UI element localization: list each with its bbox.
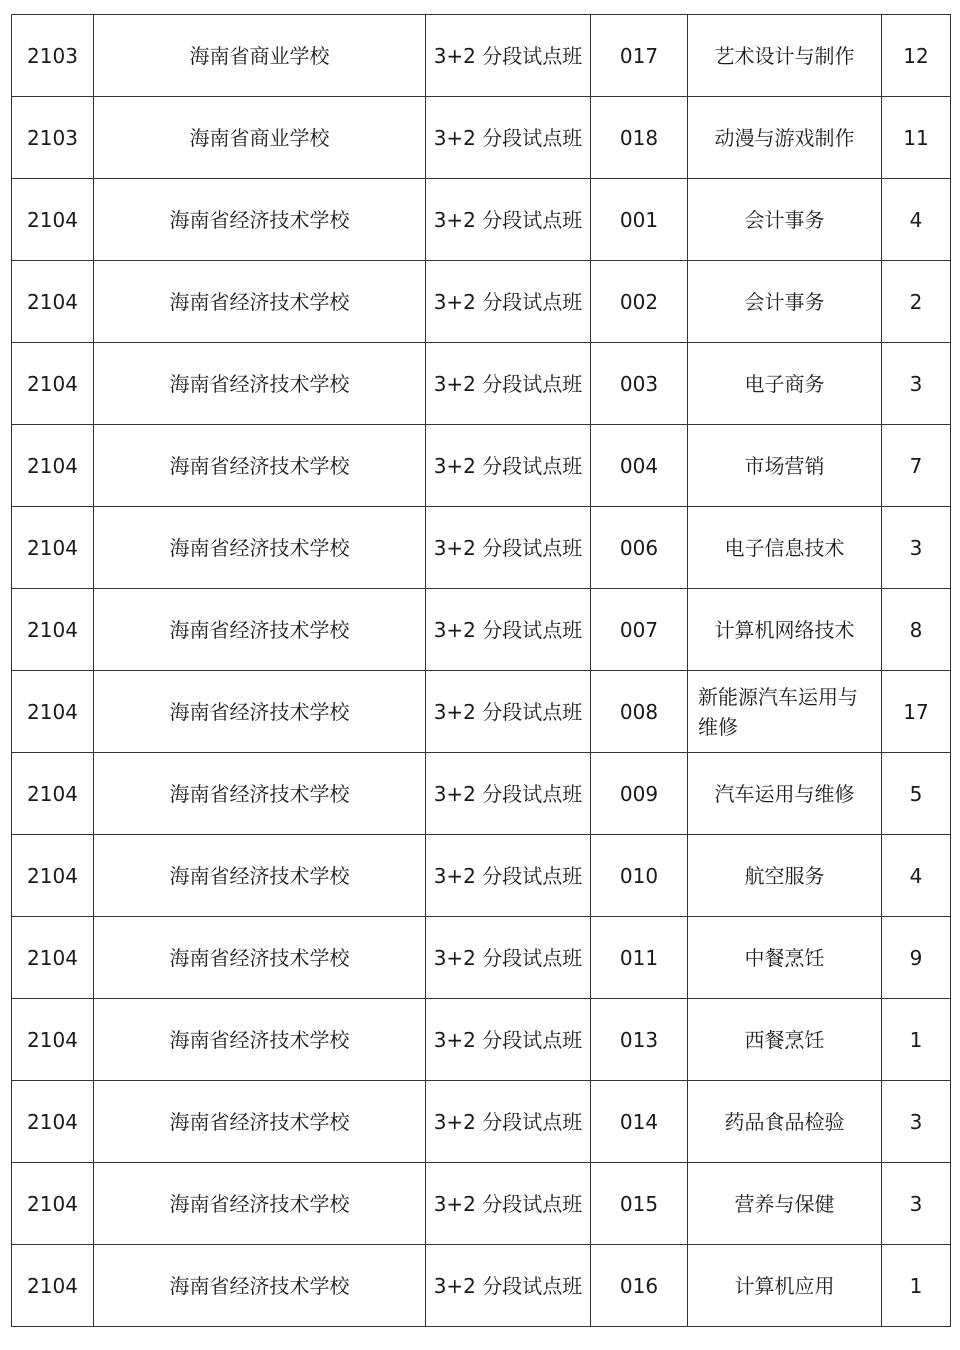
major-code-cell: 009 <box>591 753 688 835</box>
program-type-cell: 3+2 分段试点班 <box>426 589 591 671</box>
quota-cell: 11 <box>882 97 951 179</box>
major-code-cell: 008 <box>591 671 688 753</box>
program-type-cell: 3+2 分段试点班 <box>426 179 591 261</box>
table-row <box>12 261 951 343</box>
table-row <box>12 15 951 97</box>
quota-cell: 9 <box>882 917 951 999</box>
major-code-cell: 007 <box>591 589 688 671</box>
major-name-cell: 新能源汽车运用与维修 <box>688 671 882 753</box>
quota-cell: 12 <box>882 15 951 97</box>
quota-cell: 3 <box>882 507 951 589</box>
major-name-cell: 电子商务 <box>688 343 882 425</box>
quota-cell: 1 <box>882 1245 951 1327</box>
school-name-cell: 海南省经济技术学校 <box>94 753 426 835</box>
school-name-cell: 海南省经济技术学校 <box>94 671 426 753</box>
school-code-cell: 2104 <box>12 671 94 753</box>
quota-cell: 7 <box>882 425 951 507</box>
table-row <box>12 917 951 999</box>
quota-cell: 5 <box>882 753 951 835</box>
school-code-cell: 2104 <box>12 1245 94 1327</box>
major-code-cell: 002 <box>591 261 688 343</box>
major-code-cell: 006 <box>591 507 688 589</box>
program-type-cell: 3+2 分段试点班 <box>426 917 591 999</box>
major-name-cell: 西餐烹饪 <box>688 999 882 1081</box>
major-code-cell: 001 <box>591 179 688 261</box>
program-type-cell: 3+2 分段试点班 <box>426 1245 591 1327</box>
program-type-cell: 3+2 分段试点班 <box>426 1081 591 1163</box>
major-code-cell: 013 <box>591 999 688 1081</box>
school-code-cell: 2103 <box>12 15 94 97</box>
document-page <box>11 14 950 1327</box>
major-code-cell: 017 <box>591 15 688 97</box>
major-name-cell: 营养与保健 <box>688 1163 882 1245</box>
school-code-cell: 2104 <box>12 261 94 343</box>
quota-cell: 3 <box>882 1163 951 1245</box>
school-name-cell: 海南省经济技术学校 <box>94 917 426 999</box>
table-body <box>12 15 951 1327</box>
quota-cell: 8 <box>882 589 951 671</box>
major-name-cell: 中餐烹饪 <box>688 917 882 999</box>
major-code-cell: 011 <box>591 917 688 999</box>
program-type-cell: 3+2 分段试点班 <box>426 1163 591 1245</box>
school-code-cell: 2104 <box>12 179 94 261</box>
major-name-cell: 药品食品检验 <box>688 1081 882 1163</box>
major-name-cell: 动漫与游戏制作 <box>688 97 882 179</box>
school-name-cell: 海南省经济技术学校 <box>94 1163 426 1245</box>
program-type-cell: 3+2 分段试点班 <box>426 343 591 425</box>
quota-cell: 4 <box>882 179 951 261</box>
school-code-cell: 2104 <box>12 999 94 1081</box>
school-name-cell: 海南省经济技术学校 <box>94 1245 426 1327</box>
table-row <box>12 343 951 425</box>
major-name-cell: 计算机应用 <box>688 1245 882 1327</box>
major-code-cell: 004 <box>591 425 688 507</box>
program-type-cell: 3+2 分段试点班 <box>426 261 591 343</box>
program-type-cell: 3+2 分段试点班 <box>426 999 591 1081</box>
school-name-cell: 海南省经济技术学校 <box>94 343 426 425</box>
school-name-cell: 海南省经济技术学校 <box>94 179 426 261</box>
school-code-cell: 2104 <box>12 1081 94 1163</box>
quota-cell: 17 <box>882 671 951 753</box>
school-name-cell: 海南省经济技术学校 <box>94 425 426 507</box>
school-code-cell: 2103 <box>12 97 94 179</box>
program-type-cell: 3+2 分段试点班 <box>426 753 591 835</box>
program-type-cell: 3+2 分段试点班 <box>426 15 591 97</box>
table-row <box>12 1163 951 1245</box>
school-name-cell: 海南省经济技术学校 <box>94 507 426 589</box>
major-name-cell: 会计事务 <box>688 179 882 261</box>
school-name-cell: 海南省经济技术学校 <box>94 1081 426 1163</box>
major-code-cell: 010 <box>591 835 688 917</box>
table-row <box>12 671 951 753</box>
admissions-quota-table <box>11 14 951 1327</box>
school-name-cell: 海南省经济技术学校 <box>94 589 426 671</box>
table-row <box>12 753 951 835</box>
major-code-cell: 018 <box>591 97 688 179</box>
major-name-cell: 艺术设计与制作 <box>688 15 882 97</box>
school-name-cell: 海南省经济技术学校 <box>94 261 426 343</box>
school-code-cell: 2104 <box>12 589 94 671</box>
major-code-cell: 003 <box>591 343 688 425</box>
school-code-cell: 2104 <box>12 507 94 589</box>
quota-cell: 3 <box>882 1081 951 1163</box>
school-code-cell: 2104 <box>12 343 94 425</box>
major-code-cell: 016 <box>591 1245 688 1327</box>
school-code-cell: 2104 <box>12 835 94 917</box>
program-type-cell: 3+2 分段试点班 <box>426 425 591 507</box>
quota-cell: 2 <box>882 261 951 343</box>
school-name-cell: 海南省经济技术学校 <box>94 999 426 1081</box>
major-code-cell: 015 <box>591 1163 688 1245</box>
major-name-cell: 计算机网络技术 <box>688 589 882 671</box>
program-type-cell: 3+2 分段试点班 <box>426 507 591 589</box>
table-row <box>12 1081 951 1163</box>
school-name-cell: 海南省经济技术学校 <box>94 835 426 917</box>
quota-cell: 4 <box>882 835 951 917</box>
school-code-cell: 2104 <box>12 425 94 507</box>
major-name-cell: 航空服务 <box>688 835 882 917</box>
major-name-cell: 会计事务 <box>688 261 882 343</box>
school-name-cell: 海南省商业学校 <box>94 15 426 97</box>
table-row <box>12 999 951 1081</box>
major-name-cell: 汽车运用与维修 <box>688 753 882 835</box>
school-code-cell: 2104 <box>12 753 94 835</box>
table-row <box>12 179 951 261</box>
table-row <box>12 425 951 507</box>
program-type-cell: 3+2 分段试点班 <box>426 671 591 753</box>
table-row <box>12 589 951 671</box>
table-row <box>12 835 951 917</box>
table-row <box>12 507 951 589</box>
school-code-cell: 2104 <box>12 917 94 999</box>
quota-cell: 3 <box>882 343 951 425</box>
program-type-cell: 3+2 分段试点班 <box>426 835 591 917</box>
major-name-cell: 电子信息技术 <box>688 507 882 589</box>
program-type-cell: 3+2 分段试点班 <box>426 97 591 179</box>
table-row <box>12 1245 951 1327</box>
school-code-cell: 2104 <box>12 1163 94 1245</box>
major-code-cell: 014 <box>591 1081 688 1163</box>
table-row <box>12 97 951 179</box>
school-name-cell: 海南省商业学校 <box>94 97 426 179</box>
major-name-cell: 市场营销 <box>688 425 882 507</box>
quota-cell: 1 <box>882 999 951 1081</box>
